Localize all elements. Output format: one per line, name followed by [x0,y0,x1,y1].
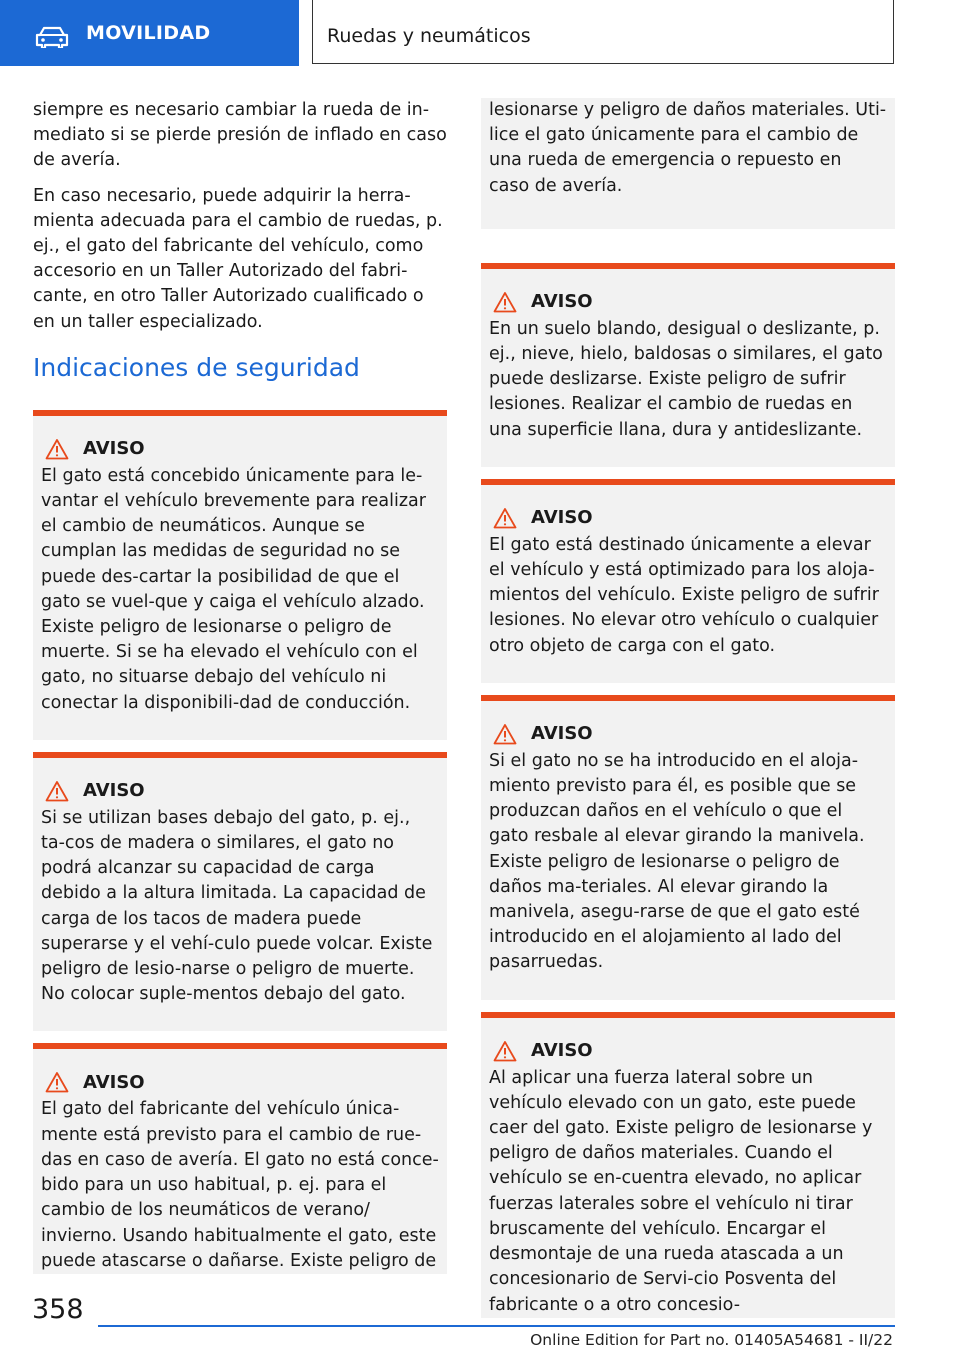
warning-text: El gato del fabricante del vehículo única-mente está previsto para el cambio de rue-das en caso de avería. El gato no está conce-bido para un uso habitual, p. ej. para el cambio de los neumáticos de verano/ invierno. Usando habitualmente el gato, este puede atascarse o dañarse. Existe peligro de [41,1099,439,1271]
warning-triangle-icon [45,1071,69,1093]
warning-box [481,479,895,683]
warning-box [33,752,447,1032]
warning-header [41,1069,439,1095]
warning-title: AVISO [531,291,593,313]
warning-header [489,721,887,747]
warning-text: lesionarse y peligro de daños materiales. Uti-lice el gato únicamente para el cambio de una rueda de emergencia o repuesto en caso de avería. [489,100,887,196]
warning-header [489,1038,887,1064]
warning-title: AVISO [531,507,593,529]
paragraph: siempre es necesario cambiar la rueda de in-mediato si se pierde presión de inflado en caso de avería. [33,100,447,171]
warning-box [481,1012,895,1318]
warning-header [489,505,887,531]
warning-triangle-icon [493,723,517,745]
warning-triangle-icon [45,438,69,460]
footer-divider [98,1325,895,1327]
warning-triangle-icon [493,1040,517,1062]
section-label: MOVILIDAD [86,22,211,44]
right-column [481,98,895,1330]
paragraph: En caso necesario, puede adquirir la herra-mienta adecuada para el cambio de ruedas, p. ej., el gato del fabricante del vehículo, como accesorio en un Taller Autorizado del fabri-cante, en otro Taller Autorizado cualificado o en un taller especializado. [33,185,443,332]
section-tab [0,0,299,66]
warning-box [481,695,895,1000]
warning-title: AVISO [83,780,145,802]
warning-text: El gato está concebido únicamente para le-vantar el vehículo brevemente para realizar el cambio de neumáticos. Aunque se cumplan las medidas de seguridad no se puede des-cartar la posibilidad de que el gato se vuel-que y caiga el vehículo alzado. Existe peligro de lesionarse o peligro de muerte. Si se ha elevado el vehículo con el gato, no situarse debajo del vehículo ni conectar la disponibili-dad de conducción. [41,465,426,713]
chapter-title: Ruedas y neumáticos [327,25,531,47]
warning-text: En un suelo blando, desigual o deslizante, p. ej., nieve, hielo, baldosas o similares, el gato puede deslizarse. Existe peligro de sufrir lesiones. Realizar el cambio de ruedas en una superficie llana, dura y antideslizante. [489,318,883,440]
page-header [0,0,960,66]
warning-triangle-icon [45,780,69,802]
warning-box-continued [481,98,895,229]
warning-text: Si el gato no se ha introducido en el aloja-miento previsto para él, es posible que se produzcan daños en el vehículo o que el gato resbale al elevar girando la manivela. Existe peligro de lesionarse o peligro de daños ma-teriales. Al elevar girando la manivela, asegu-rarse de que el gato esté introducido en el alojamiento al lado del pasarruedas. [489,750,865,973]
car-icon [34,26,70,48]
warning-text: Si se utilizan bases debajo del gato, p. ej., ta-cos de madera o similares, el gato no podrá alcanzar su capacidad de carga debido a la altura limitada. La capacidad de carga de los tacos de madera puede superarse y el vehí-culo puede volcar. Existe peligro de lesio-narse o peligro de muerte. No colocar suple-mentos debajo del gato. [41,807,433,1005]
warning-header [41,778,439,804]
warning-triangle-icon [493,507,517,529]
warning-header [489,289,887,315]
section-heading: Indicaciones de seguridad [33,352,360,382]
warning-text: Al aplicar una fuerza lateral sobre un vehículo elevado con un gato, este puede caer del gato. Existe peligro de lesionarse y peligro de daños materiales. Cuando el vehículo se en-cuentra elevado, no aplicar fuerzas laterales sobre el vehículo ni tirar bruscamente del vehículo. Encargar el desmontaje de una rueda atascada a un concesionario de Servi-cio Posventa del fabricante o a otro concesio- [489,1067,873,1315]
warning-box [33,1043,447,1273]
chapter-box [312,0,894,64]
warning-box [33,410,447,740]
left-column [33,98,447,1286]
warning-text: El gato está destinado únicamente a elevar el vehículo y está optimizado para los aloja-mientos del vehículo. Existe peligro de sufrir lesiones. No elevar otro vehículo o cualquier otro objeto de carga con el gato. [489,534,879,656]
warning-box [481,263,895,467]
warning-header [41,436,439,462]
warning-triangle-icon [493,291,517,313]
edition-note: Online Edition for Part no. 01405A54681 - II/22 [530,1331,893,1349]
warning-title: AVISO [531,1040,593,1062]
warning-title: AVISO [83,438,145,460]
warning-title: AVISO [83,1071,145,1093]
page-number: 358 [32,1294,84,1325]
warning-title: AVISO [531,723,593,745]
